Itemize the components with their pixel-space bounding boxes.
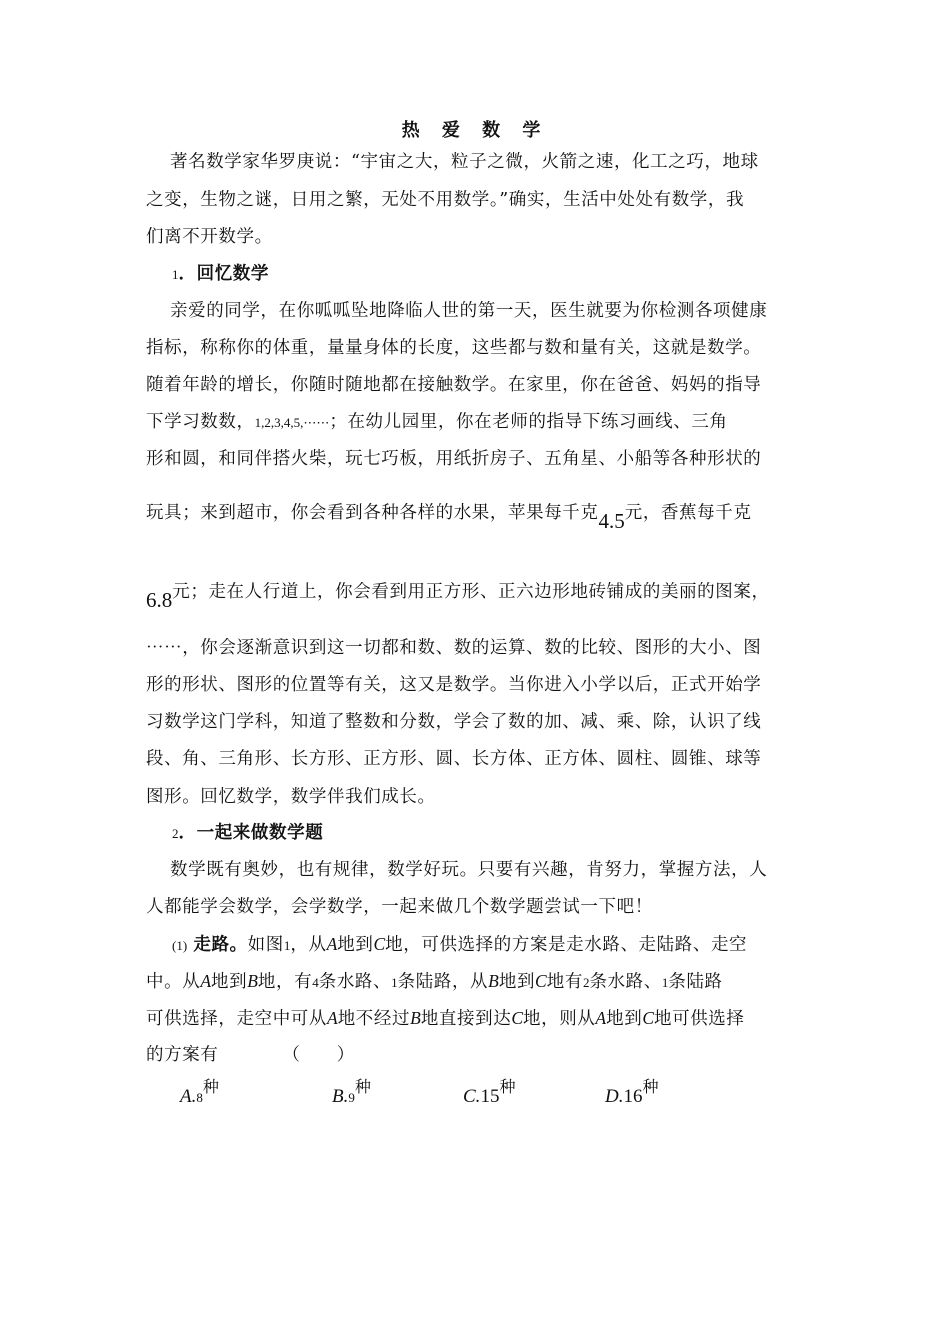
problem1-text: 地有 (546, 972, 583, 992)
problem1-line-3 (146, 1003, 806, 1034)
section1-line-12: 图形。回忆数学，数学伴我们成长。 (146, 787, 436, 807)
section2-heading-text: 一起来做数学题 (196, 823, 324, 843)
problem1-line-4 (146, 1040, 806, 1070)
figure-number: 1 (283, 938, 291, 953)
option-c[interactable] (463, 1077, 516, 1108)
option-b-value: 9 (348, 1090, 355, 1105)
problem1-text: 条陆路 (668, 972, 723, 992)
option-b-unit: 种 (354, 1077, 371, 1096)
place-c: C (511, 1008, 523, 1028)
problem1-text: 的方案有 (146, 1045, 219, 1065)
section1-heading (172, 259, 832, 290)
option-a[interactable] (180, 1077, 219, 1108)
intro-line-1: 著名数学家华罗庚说：“宇宙之大，粒子之微，火箭之速，化工之巧，地球 (170, 152, 759, 172)
answer-parentheses: （ ） (282, 1045, 355, 1065)
problem1-name: 走路。 (193, 935, 248, 955)
option-d[interactable] (605, 1077, 659, 1108)
section1-line-5: 形和圆，和同伴搭火柴，玩七巧板，用纸折房子、五角星、小船等各种形状的 (146, 449, 762, 469)
section2-line-1: 数学既有奥妙，也有规律，数学好玩。只要有兴趣，肯努力，掌握方法，人 (170, 860, 768, 880)
problem1-text: 地，有 (257, 972, 313, 992)
section1-line-4 (146, 407, 806, 438)
place-a: A (327, 1008, 338, 1028)
section1-line-1: 亲爱的同学，在你呱呱坠地降临人世的第一天，医生就要为你检测各项健康 (170, 301, 768, 321)
count-1: 1 (391, 975, 398, 990)
section1-line-7-text: 元；走在人行道上，你会看到用正方形、正六边形地砖铺成的美丽的图案， (172, 582, 770, 602)
option-c-unit: 种 (499, 1077, 516, 1096)
option-a-letter: A. (180, 1086, 197, 1107)
count-2: 2 (582, 975, 590, 990)
banana-price: 6.8 (146, 588, 173, 612)
count-1: 1 (661, 975, 669, 990)
intro-line-3: 们离不开数学。 (146, 227, 273, 247)
section1-dot: ． (178, 264, 197, 284)
section2-line-2: 人都能学会数学，会学数学，一起来做几个数学题尝试一下吧！ (146, 897, 653, 917)
count-4: 4 (312, 975, 319, 990)
option-a-value: 8 (196, 1090, 203, 1105)
place-c: C (373, 934, 386, 954)
section1-line-4-a: 下学习数数， (146, 412, 255, 432)
place-b: B (488, 971, 499, 991)
section1-line-9: 形的形状、图形的位置等有关，这又是数学。当你进入小学以后，正式开始学 (146, 675, 762, 695)
option-d-unit: 种 (642, 1077, 659, 1096)
page-title: 热 爱 数 学 (401, 120, 549, 141)
section1-line-7 (146, 575, 806, 612)
place-a: A (200, 971, 212, 991)
place-c: C (642, 1008, 654, 1028)
section1-number: 1 (172, 267, 179, 282)
option-c-value: 15 (480, 1086, 500, 1107)
problem1-text: 地到 (337, 935, 374, 955)
place-a: A (595, 1008, 607, 1028)
section1-line-11: 段、角、三角形、长方形、正方形、圆、长方体、正方体、圆柱、圆锥、球等 (146, 749, 762, 769)
problem1-text: 地可供选择 (654, 1009, 745, 1029)
problem1-text: 中。从 (146, 972, 201, 992)
problem1-text: 地到 (606, 1009, 643, 1029)
intro-line-2: 之变，生物之谜，日用之繁，无处不用数学。”确实，生活中处处有数学，我 (146, 190, 745, 210)
section1-line-4-b: ；在幼儿园里，你在老师的指导下练习画线、三角 (329, 412, 728, 432)
section1-line-2: 指标，称称你的体重，量量身体的长度，这些都与数和量有关，这就是数学。 (146, 338, 762, 358)
problem1-text: 如图 (247, 935, 284, 955)
section1-line-6-b: 元，香蕉每千克 (624, 503, 752, 523)
option-b[interactable] (332, 1077, 371, 1108)
problem1-text: 地到 (211, 972, 248, 992)
problem1-text: 条陆路，从 (397, 972, 489, 992)
section1-line-6 (146, 496, 806, 533)
problem1-text: 条水路、 (589, 972, 662, 992)
problem1-text: 可供选择，走空中可从 (146, 1009, 327, 1029)
option-d-value: 16 (623, 1086, 643, 1107)
option-b-letter: B. (332, 1086, 349, 1107)
section1-heading-text: 回忆数学 (196, 264, 270, 284)
problem1-text: 地，则从 (523, 1009, 596, 1029)
problem1-line-2 (146, 966, 806, 998)
counting-sequence: 1,2,3,4,5,⋯⋯ (254, 415, 330, 430)
problem1-text: 地到 (498, 972, 536, 992)
place-b: B (410, 1008, 421, 1028)
section1-line-3: 随着年龄的增长，你随时随地都在接触数学。在家里，你在爸爸、妈妈的指导 (146, 375, 762, 395)
section2-number: 2 (172, 826, 179, 841)
apple-price: 4.5 (598, 509, 625, 533)
problem1-text: 地，可供选择的方案是走水路、走陆路、走空 (385, 935, 748, 955)
section1-line-8: ⋯⋯，你会逐渐意识到这一切都和数、数的运算、数的比较、图形的大小、图 (146, 638, 762, 658)
place-c: C (535, 971, 547, 991)
place-b: B (247, 971, 258, 991)
option-d-letter: D. (605, 1086, 624, 1107)
problem1-line-1 (172, 929, 832, 961)
problem1-text: 地不经过 (337, 1009, 411, 1029)
option-c-letter: C. (463, 1086, 481, 1107)
section1-line-6-a: 玩具；来到超市，你会看到各种各样的水果，苹果每千克 (146, 503, 599, 523)
problem1-text: 地直接到达 (420, 1009, 512, 1029)
section2-dot: ． (178, 823, 197, 843)
section1-line-10: 习数学这门学科，知道了整数和分数，学会了数的加、减、乘、除，认识了线 (146, 712, 762, 732)
problem1-label: (1) (172, 938, 188, 953)
section2-heading (172, 818, 832, 849)
problem1-text: ，从 (290, 935, 327, 955)
option-a-unit: 种 (202, 1077, 219, 1096)
place-a: A (326, 934, 338, 954)
problem1-text: 条水路、 (318, 972, 392, 992)
